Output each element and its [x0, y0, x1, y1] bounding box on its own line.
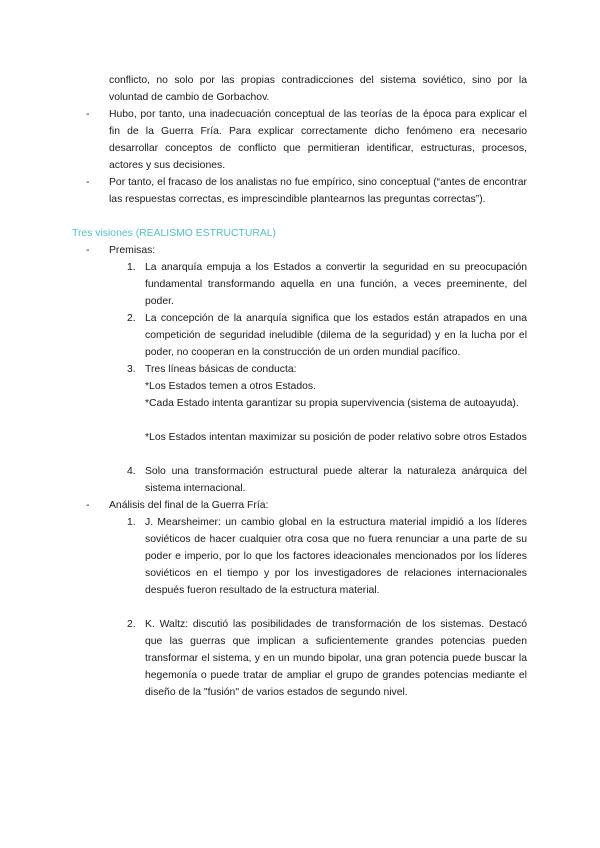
item-number: 1.	[127, 262, 136, 273]
analisis-title: Análisis del final de la Guerra Fría:	[109, 500, 269, 511]
item-number: 2.	[127, 313, 136, 324]
item-number: 2.	[127, 619, 136, 630]
premisas-title: Premisas:	[109, 245, 156, 256]
bullet-dash: -	[86, 500, 90, 511]
bullet-dash: -	[86, 177, 90, 188]
section-heading: Tres visiones (REALISMO ESTRUCTURAL)	[72, 228, 276, 239]
item-number: 1.	[127, 517, 136, 528]
intro-bullet-1: Hubo, por tanto, una inadecuación conceptual de las teorías de la época para explicar el fin de la Guerra Fría. Para explicar correctamente dicho fenómeno era necesario desarrollar conceptos de conflicto que permitieran identificar, estructuras, procesos, actores y sus decisiones.	[109, 109, 527, 171]
intro-continuation: conflicto, no solo por las propias contradicciones del sistema soviético, sino por la voluntad de cambio de Gorbachov.	[109, 75, 527, 103]
conduct-line-2: *Cada Estado intenta garantizar su propia supervivencia (sistema de autoayuda).	[145, 398, 519, 409]
conduct-line-3: *Los Estados intentan maximizar su posición de poder relativo sobre otros Estados	[145, 432, 527, 443]
premisa-item-2: La concepción de la anarquía significa que los estados están atrapados en una competición de seguridad ineludible (dilema de la seguridad) y en la lucha por el poder, no cooperan en la construcción de un orden mundial pacífico.	[145, 313, 527, 358]
premisa-item-4: Solo una transformación estructural puede alterar la naturaleza anárquica del sistema internacional.	[145, 466, 527, 494]
intro-bullet-2: Por tanto, el fracaso de los analistas no fue empírico, sino conceptual (“antes de encontrar las respuestas correctas, es imprescindible plantearnos las preguntas correctas”).	[109, 177, 527, 205]
item-number: 3.	[127, 364, 136, 375]
bullet-dash: -	[86, 245, 90, 256]
conduct-line-1: *Los Estados temen a otros Estados.	[145, 381, 316, 392]
bullet-dash: -	[86, 109, 90, 120]
premisa-item-3: Tres líneas básicas de conducta:	[145, 364, 297, 375]
analisis-item-1: J. Mearsheimer: un cambio global en la estructura material impidió a los líderes soviéticos de hacer cualquier otra cosa que no fuera renunciar a una parte de su poder e imperio, por lo que los factores ideacionales mencionados por los líderes soviéticos en el tiempo y por los investigadores de relaciones internacionales después fueron resultado de la estructura material.	[145, 517, 527, 596]
premisa-item-1: La anarquía empuja a los Estados a convertir la seguridad en su preocupación fundamental transformando aquella en una función, a veces preeminente, del poder.	[145, 262, 527, 307]
item-number: 4.	[127, 466, 136, 477]
analisis-item-2: K. Waltz: discutió las posibilidades de transformación de los sistemas. Destacó que las guerras que implican a suficientemente grandes potencias pueden transformar el sistema, y en un mundo bipolar, una gran potencia puede buscar la hegemonía o puede tratar de ampliar el grupo de grandes potencias mediante el diseño de la "fusión" de varios estados de segundo nivel.	[145, 619, 527, 698]
